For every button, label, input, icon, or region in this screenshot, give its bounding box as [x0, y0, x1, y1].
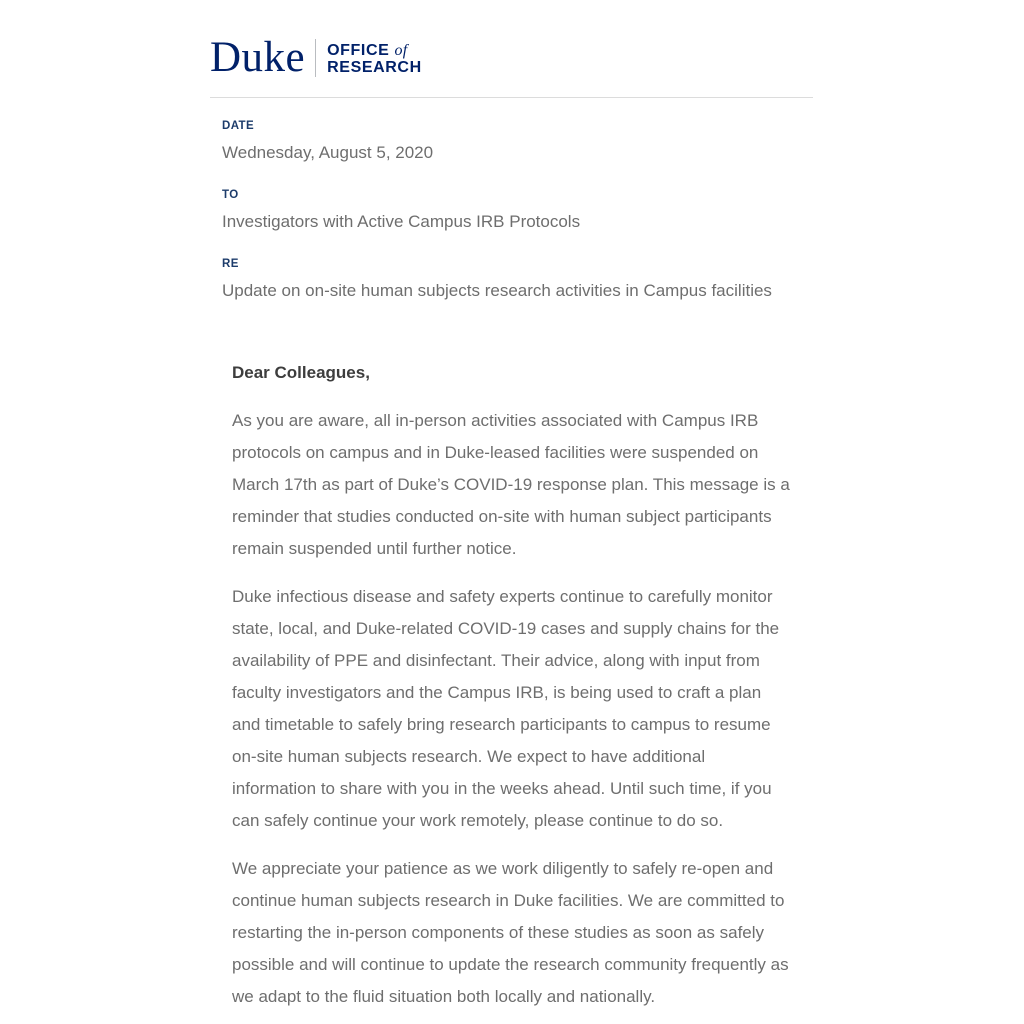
meta-field-date	[222, 119, 813, 165]
re-value: Update on on-site human subjects research activities in Campus facilities	[222, 281, 772, 300]
re-label: RE	[222, 258, 239, 270]
paragraph-3: We appreciate your patience as we work diligently to safely re-open and continue human subjects research in Duke facilities. We are committed to restarting the in-person components of these studies as soon as safely possible and will continue to update the research community frequently as we adapt to the fluid situation both locally and nationally.	[232, 859, 789, 1006]
office-of-line	[327, 42, 422, 59]
duke-wordmark: Duke	[210, 34, 306, 81]
letter-body	[232, 357, 792, 1013]
office-word: OFFICE	[327, 42, 390, 59]
date-value: Wednesday, August 5, 2020	[222, 143, 434, 162]
memo-page	[210, 0, 813, 1013]
office-of-research-text	[327, 40, 422, 76]
paragraph-2: Duke infectious disease and safety experts continue to carefully monitor state, local, and Duke-related COVID-19 cases and supply chains for the availability of PPE and disinfectant. Their advice, along with input from faculty investigators and the Campus IRB, is being used to craft a plan and timetable to safely bring research participants to campus to resume on-site human subjects research. We expect to have additional information to share with you in the weeks ahead. Until such time, if you can safely continue your work remotely, please continue to do so.	[232, 587, 780, 830]
to-label: TO	[222, 189, 239, 201]
salutation: Dear Colleagues,	[232, 363, 370, 382]
meta-field-re	[222, 257, 813, 303]
memo-meta	[222, 98, 813, 303]
paragraph-1: As you are aware, all in-person activities associated with Campus IRB protocols on campus and in Duke-leased facilities were suspended on March 17th as part of Duke’s COVID-19 response plan. This message is a reminder that studies conducted on-site with human subject participants remain suspended until further notice.	[232, 411, 790, 558]
of-word: of	[394, 42, 408, 59]
date-label: DATE	[222, 120, 255, 132]
meta-field-to	[222, 188, 813, 234]
to-value: Investigators with Active Campus IRB Protocols	[222, 212, 581, 231]
research-word: RESEARCH	[327, 59, 422, 76]
duke-office-of-research-logo	[210, 36, 813, 80]
logo-vertical-rule	[315, 39, 316, 77]
